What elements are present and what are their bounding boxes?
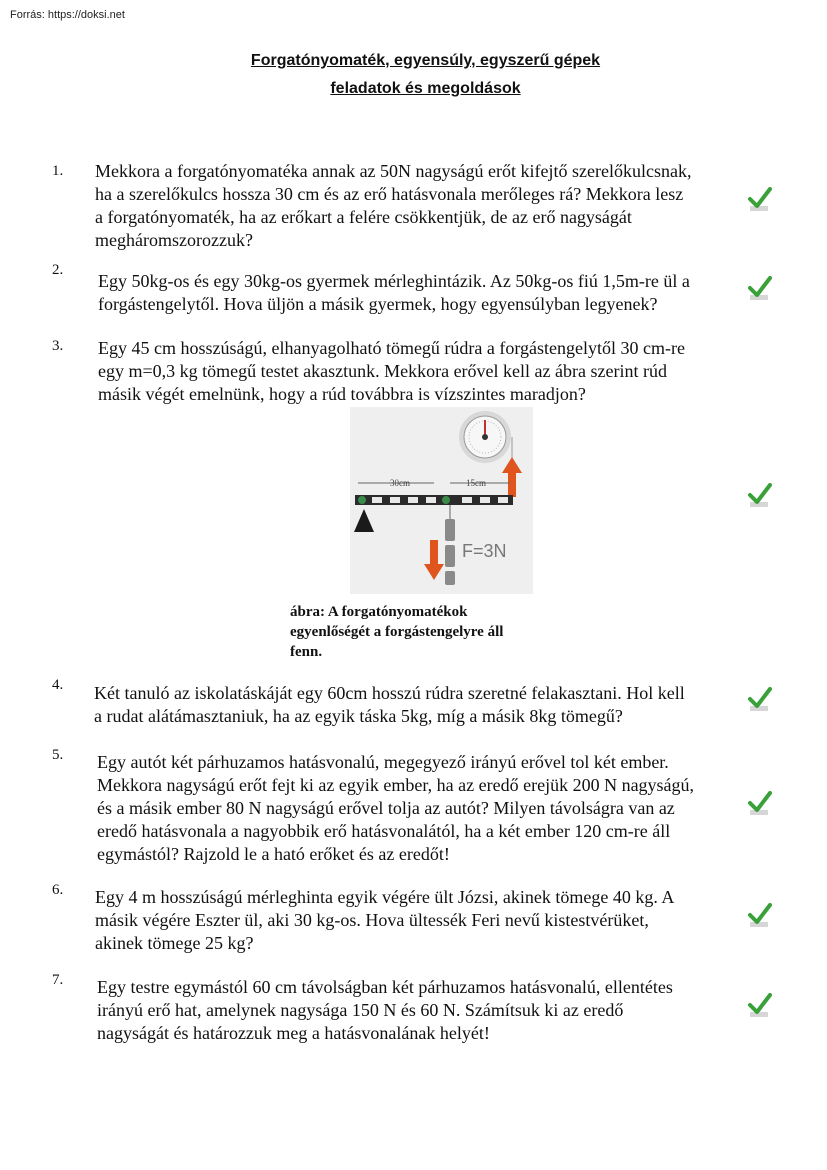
question-text (97, 751, 742, 866)
text-line: ha a szerelőkulcs hossza 30 cm és az erő hatásvonala merőleges rá? Mekkora lesz (95, 184, 684, 204)
question-number: 1. (52, 163, 64, 179)
caption-line: ábra: A forgatónyomatékok (290, 604, 468, 620)
question-text (97, 976, 742, 1045)
text-line: eredő hatásvonala a nagyobbik erő hatásvonalától, ha a két ember 120 cm-re áll (97, 821, 671, 841)
text-line: Két tanuló az iskolatáskáját egy 60cm hosszú rúdra szeretné felakasztani. Hol kell (94, 683, 685, 703)
text-line: egymástól? Rajzold le a ható erőket és az eredőt! (97, 844, 450, 864)
question-number: 4. (52, 677, 64, 693)
text-line: a forgatónyomaték, ha az erőkart a felére csökkentjük, de az erő nagyságát (95, 207, 632, 227)
question-text (95, 886, 740, 955)
force-label: F=3N (462, 541, 507, 561)
checkmark-icon (748, 903, 772, 929)
page-subtitle: feladatok és megoldások (330, 80, 521, 97)
text-line: megháromszorozzuk? (95, 230, 253, 250)
question-text (98, 270, 735, 316)
page-title: Forgatónyomaték, egyensúly, egyszerű gépek (250, 52, 601, 69)
distance-label-right: 15cm (466, 478, 486, 488)
text-line: irányú erő hat, amelynek nagysága 150 N és 60 N. Számítsuk ki az eredő (97, 1000, 624, 1020)
text-line: és a másik ember 80 N nagyságú erővel tolja az autót? Milyen távolságra van az (97, 798, 675, 818)
text-line: Mekkora a forgatónyomatéka annak az 50N nagyságú erőt kifejtő szerelőkulcsnak, (95, 161, 692, 181)
text-line: akinek tömege 25 kg? (95, 933, 254, 953)
text-line: nagyságát és határozzuk meg a hatásvonalának helyét! (97, 1023, 490, 1043)
text-line: Egy 50kg-os és egy 30kg-os gyermek mérleghintázik. Az 50kg-os fiú 1,5m-re ül a (98, 271, 690, 291)
text-line: forgástengelytől. Hova üljön a másik gyermek, hogy egyensúlyban legyenek? (98, 294, 658, 314)
text-line: Mekkora nagyságú erőt fejt ki az egyik ember, ha az eredő erejük 200 N nagyságú, (97, 775, 695, 795)
question-number: 3. (52, 338, 64, 354)
checkmark-icon (748, 483, 772, 509)
distance-label-left: 30cm (390, 478, 410, 488)
caption-line: egyenlőségét a forgástengelyre áll (290, 624, 504, 640)
checkmark-icon (748, 993, 772, 1019)
question-number: 2. (52, 262, 64, 278)
figure-caption (290, 602, 550, 662)
question-text (94, 682, 734, 728)
caption-line: fenn. (290, 644, 323, 660)
lever-figure (350, 407, 533, 594)
question-number: 7. (52, 972, 64, 988)
checkmark-icon (748, 276, 772, 302)
text-line: Egy 4 m hosszúságú mérleghinta egyik végére ült Józsi, akinek tömege 40 kg. A (95, 887, 675, 907)
text-line: a rudat alátámasztaniuk, ha az egyik táska 5kg, míg a másik 8kg tömegű? (94, 706, 623, 726)
text-line: Egy testre egymástól 60 cm távolságban két párhuzamos hatásvonalú, ellentétes (97, 977, 673, 997)
pivot-marker (358, 496, 366, 504)
text-line: másik végét emelnünk, hogy a rúd továbbra is vízszintes maradjon? (98, 384, 586, 404)
question-number: 5. (52, 747, 64, 763)
text-line: Egy autót két párhuzamos hatásvonalú, megegyező irányú erővel tol két ember. (97, 752, 669, 772)
question-number: 6. (52, 882, 64, 898)
text-line: Egy 45 cm hosszúságú, elhanyagolható tömegű rúdra a forgástengelytől 30 cm-re (98, 338, 686, 358)
checkmark-icon (748, 687, 772, 713)
question-text (98, 337, 738, 406)
text-line: egy m=0,3 kg tömegű testet akasztunk. Mekkora erővel kell az ábra szerint rúd (98, 361, 667, 381)
checkmark-icon (748, 187, 772, 213)
question-text (95, 160, 723, 252)
checkmark-icon (748, 791, 772, 817)
source-label: Forrás: https://doksi.net (10, 9, 125, 21)
text-line: másik végére Eszter ül, aki 30 kg-os. Hova ültessék Feri nevű kistestvérüket, (95, 910, 649, 930)
